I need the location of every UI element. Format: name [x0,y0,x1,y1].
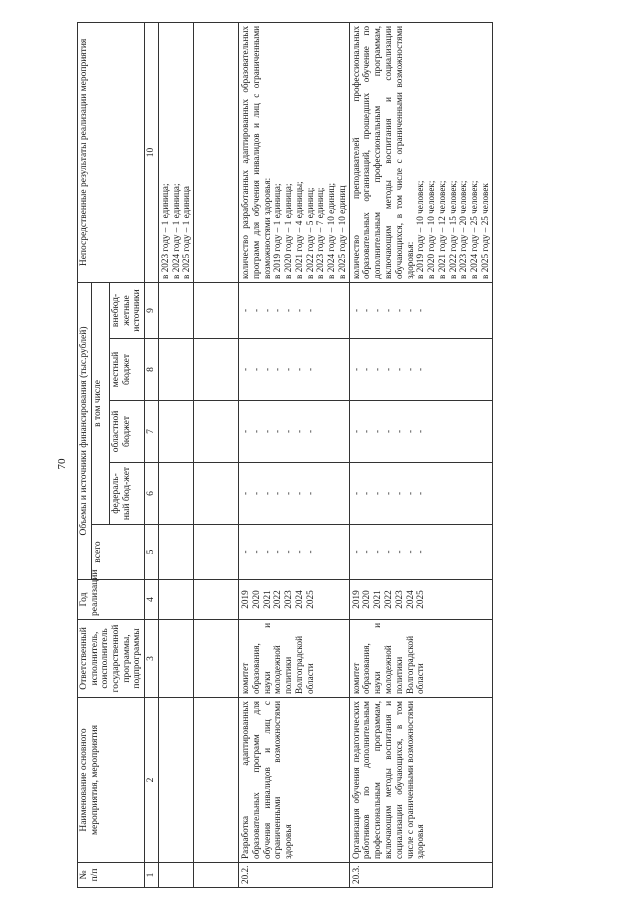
result-description: количество преподавателей профессиональных образовательных организаций, прошедших обучение по дополнительным профессиональным программам, включающим методы воспитания и социализации обучающихся, в том числе с ограниченными возможностями здоровья: [350,25,415,279]
program-activities-table [77,22,493,888]
year-list [239,580,350,620]
column-number: 10 [144,22,158,282]
header-result: Непосредственные результаты реализации мероприятия [78,22,145,282]
column-number: 8 [144,339,158,401]
program-table-sheet [77,23,632,888]
year: 2025 [415,590,426,609]
local-funding: - - - - - - - [239,339,350,401]
header-including: в том числе [91,282,109,524]
result-line: в 2020 году – 1 единица; [283,183,294,279]
year: 2021 [372,590,383,609]
responsible-executor: комитет образования, науки и молодежной политики Волгоградской области [349,620,492,698]
column-number: 3 [144,620,158,698]
row-number: 20.2. [239,863,350,888]
result-line: в 2025 году – 1 единица [181,186,192,279]
activity-name: Организация обучения педагогических работников по дополнительным профессиональным программам, включающим методы воспитания и социализации обучающихся, в том числе с ограниченными возможностями здоровья [349,698,492,863]
result-line: в 2023 году – 1 единица; [159,183,170,279]
result-line: в 2023 году – 7 единиц; [315,187,326,279]
regional-funding: - - - - - - - [239,401,350,463]
result-line: в 2021 году – 12 человек; [436,180,447,279]
column-number: 6 [144,463,158,525]
extrabudget-funding: - - - - - - - [239,282,350,338]
result-line: в 2024 году – 25 человек; [469,180,480,279]
result-line: в 2025 году – 10 единиц [336,185,347,279]
result-line: в 2022 году – 5 единиц; [304,187,315,279]
header-no: № п/п [78,863,145,888]
total-funding: - - - - - - - [349,525,492,580]
table-row [239,22,350,887]
year: 2023 [393,590,404,609]
column-number: 1 [144,863,158,888]
year: 2024 [404,590,415,609]
column-number: 9 [144,282,158,338]
result-line: в 2019 году – 1 единица; [272,183,283,279]
column-number: 2 [144,698,158,863]
header-executor: Ответственный исполнитель, соисполнитель государственной программы, подпрограммы [78,620,145,698]
spacer-row [194,22,239,887]
year: 2023 [283,590,294,609]
result-description: количество разработанных адаптированных образовательных программ для обучения инвалидов и лиц с ограниченными возможностями здоровья: [240,25,272,279]
activity-result [349,22,492,282]
federal-funding: - - - - - - - [349,463,492,525]
year: 2024 [293,590,304,609]
result-line: в 2019 году – 10 человек; [415,180,426,279]
result-line: в 2024 году – 1 единица; [170,183,181,279]
result-line: в 2022 году – 15 человек; [447,180,458,279]
column-number: 5 [144,525,158,580]
header-funding: Объемы и источники финансирования (тыс.рублей) [78,282,92,579]
continuation-row [158,22,193,887]
column-number: 7 [144,401,158,463]
regional-funding: - - - - - - - [349,401,492,463]
responsible-executor: комитет образования, науки и молодежной политики Волгоградской области [239,620,350,698]
header-extrabudget: внебюд-жетные источники [109,282,144,338]
header-total: всего [91,525,144,580]
result-line: в 2023 году – 20 человек; [458,180,469,279]
result-line: в 2025 году – 25 человек [479,183,490,279]
continuation-result [158,22,193,282]
year: 2025 [304,590,315,609]
year: 2020 [361,590,372,609]
header-federal: федераль-ный бюд-жет [109,463,144,525]
activity-name: Разработка адаптированных образовательных программ для обучения инвалидов и лиц с ограниченными возможностями здоровья [239,698,350,863]
result-line: в 2020 году – 10 человек; [426,180,437,279]
year: 2019 [350,590,361,609]
header-regional: областной бюджет [109,401,144,463]
year: 2020 [250,590,261,609]
federal-funding: - - - - - - - [239,463,350,525]
extrabudget-funding: - - - - - - - [349,282,492,338]
header-local: местный бюджет [109,339,144,401]
result-line: в 2024 году – 10 единиц; [326,182,337,279]
page-number: 70 [56,458,68,470]
header-name: Наименование основного мероприятия, мероприятия [78,698,145,863]
local-funding: - - - - - - - [349,339,492,401]
header-row-1 [78,22,92,887]
column-number-row [144,22,158,887]
table-row [349,22,492,887]
header-year: Год реализации [78,580,145,620]
column-number: 4 [144,580,158,620]
year: 2019 [240,590,251,609]
result-line: в 2021 году – 4 единицы; [293,181,304,279]
year: 2022 [272,590,283,609]
year: 2022 [383,590,393,609]
year: 2021 [261,590,272,609]
row-number: 20.3. [349,863,492,888]
activity-result [239,22,350,282]
year-list [349,580,492,620]
total-funding: - - - - - - - [239,525,350,580]
